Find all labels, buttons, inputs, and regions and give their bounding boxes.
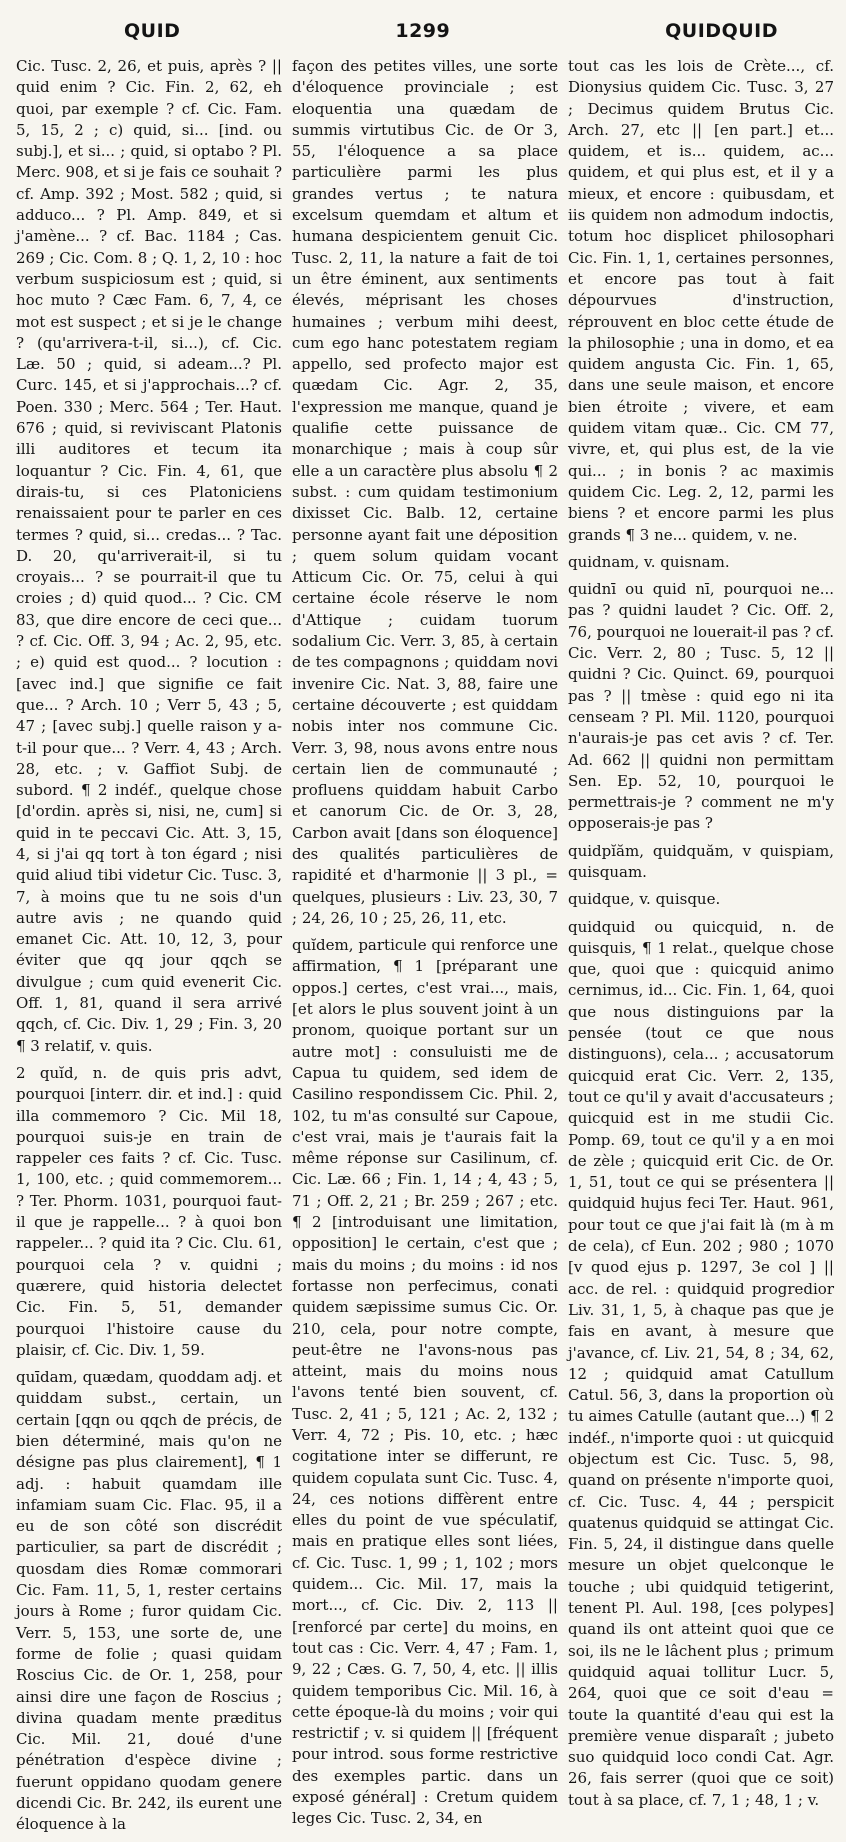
header-right-word: QUIDQUID xyxy=(665,20,778,42)
entry-paragraph: Cic. Tusc. 2, 26, et puis, après ? || quid enim ? Cic. Fin. 2, 62, eh quoi, par exemple ? cf. Cic. Fam. 5, 15, 2 ; c) quid, si... [ind. ou subj.], et si... ; quid, si optabo ? Pl. Merc. 908, et si je fais ce souhait ? cf. Amp. 392 ; Most. 582 ; quid, si adduco... ? Pl. Amp. 849, et si j'amène... ? cf. Bac. 1184 ; Cas. 269 ; Cic. Com. 8 ; Q. 1, 2, 10 : hoc verbum suspiciosum est ; quid, si hoc muto ? Cæc Fam. 6, 7, 4, ce mot est suspect ; et si je le change ? (qu'arrivera-t-il, si...), cf. Cic. Læ. 50 ; quid, si adeam...? Pl. Curc. 145, et si j'approchais...? cf. Poen. 330 ; Merc. 564 ; Ter. Haut. 676 ; quid, si reviviscant Platonis illi auditores et tecum ita loquantur ? Cic. Fin. 4, 61, que dirais-tu, si ces Platoniciens renaissaient pour te parler en ces termes ? quid, si... credas... ? Tac. D. 20, qu'arriverait-il, si tu croyais... ? se pourrait-il que tu croies ; d) quid quod... ? Cic. CM 83, que dire encore de ceci que... ? cf. Cic. Off. 3, 94 ; Ac. 2, 95, etc. ; e) quid est quod... ? locution : [avec ind.] que signifie ce fait que... ? Arch. 10 ; Verr 5, 43 ; 5, 47 ; [avec subj.] quelle raison y a-t-il pour que... ? Verr. 4, 43 ; Arch. 28, etc. ; v. Gaffiot Subj. de subord. ¶ 2 indéf., quelque chose [d'ordin. après si, nisi, ne, cum] si quid in te peccavi Cic. Att. 3, 15, 4, si j'ai qq tort à ton égard ; nisi quid aliud tibi videtur Cic. Tusc. 3, 7, à moins que tu ne sois d'un autre avis ; ne quando quid emanet Cic. Att. 10, 12, 3, pour éviter que qq jour qqch se divulgue ; cum quid evenerit Cic. Off. 1, 81, quand il sera arrivé qqch, cf. Cic. Div. 1, 29 ; Fin. 3, 20 ¶ 3 relatif, v. quis. xyxy=(16,57,282,1055)
page-header xyxy=(16,14,836,48)
entry-paragraph: quīdam, quædam, quoddam adj. et quiddam subst., certain, un certain [qqn ou qqch de précis, de bien déterminé, mais qu'on ne désigne pas plus clairement], ¶ 1 adj. : habuit quamdam ille infamiam suam Cic. Flac. 95, il a eu de son côté son discrédit particulier, sa part de discrédit ; quosdam dies Romæ commorari Cic. Fam. 11, 5, 1, rester certains jours à Rome ; furor quidam Cic. Verr. 5, 153, une sorte de, une forme de folie ; quasi quidam Roscius Cic. de Or. 1, 258, pour ainsi dire une façon de Roscius ; divina quadam mente præditus Cic. Mil. 21, doué d'une pénétration d'espèce divine ; fuerunt oppidano quodam genere dicendi Cic. Br. 242, ils eurent une éloquence à la xyxy=(16,1368,282,1834)
entry-paragraph: 2 quĭd, n. de quis pris advt, pourquoi [interr. dir. et ind.] : quid illa commemoro ? Cic. Mil 18, pourquoi suis-je en train de rappeler ces faits ? cf. Cic. Tusc. 1, 100, etc. ; quid commemorem... ? Ter. Phorm. 1031, pourquoi faut-il que je rappelle... ? à quoi bon rappeler... ? quid ita ? Cic. Clu. 61, pourquoi cela ? v. quidni ; quærere, quid historia delectet Cic. Fin. 5, 51, demander pourquoi l'histoire cause du plaisir, cf. Cic. Div. 1, 59. xyxy=(16,1063,282,1359)
column-2 xyxy=(292,56,558,1842)
column-1 xyxy=(16,56,282,1842)
entry-paragraph: tout cas les lois de Crète..., cf. Dionysius quidem Cic. Tusc. 3, 27 ; Decimus quidem Brutus Cic. Arch. 27, etc || [en part.] et... quidem, et is... quidem, ac... quidem, et qui plus est, et il y a mieux, et encore : quibusdam, et iis quidem non admodum indoctis, totum hoc displicet philosophari Cic. Fin. 1, 1, certaines personnes, et encore pas tout à fait dépourvues d'instruction, réprouvent en bloc cette étude de la philosophie ; una in domo, et ea quidem angusta Cic. Fin. 1, 65, dans une seule maison, et encore bien étroite ; vivere, et eam quidem vitam quæ.. Cic. CM 77, vivre, et, qui plus est, de la vie qui... ; in bonis ? ac maximis quidem Cic. Leg. 2, 12, parmi les biens ? et encore parmi les plus grands ¶ 3 ne... quidem, v. ne. xyxy=(568,57,834,544)
entry-paragraph: quidque, v. quisque. xyxy=(568,890,721,909)
entry-paragraph: quidnī ou quid nī, pourquoi ne... pas ? quidni laudet ? Cic. Off. 2, 76, pourquoi ne louerait-il pas ? cf. Cic. Verr. 2, 80 ; Tusc. 5, 12 || quidni ? Cic. Quinct. 69, pourquoi pas ? || tmèse : quid ego ni ita censeam ? Pl. Mil. 1120, pourquoi n'aurais-je pas cet avis ? cf. Ter. Ad. 662 || quidni non permittam Sen. Ep. 52, 10, pourquoi le permettrais-je ? comment ne m'y opposerais-je pas ? xyxy=(568,580,834,833)
entry-paragraph: quidquid ou quicquid, n. de quisquis, ¶ 1 relat., quelque chose que, quoi que : quicquid animo cernimus, id... Cic. Fin. 1, 64, quoi que nous distinguions par la pensée (tout ce que nous distinguons), cela... ; accusatorum quicquid erat Cic. Verr. 2, 135, tout ce qu'il y avait d'accusateurs ; quicquid est in me studii Cic. Pomp. 69, tout ce qu'il y a en moi de zèle ; quicquid erit Cic. de Or. 1, 51, tout ce qui se présentera || quidquid hujus feci Ter. Haut. 961, pour tout ce que j'ai fait là (m à m de cela), cf Eun. 202 ; 980 ; 1070 [v quod ejus p. 1297, 3e col ] || acc. de rel. : quidquid progredior Liv. 31, 1, 5, à chaque pas que je fais en avant, à mesure que j'avance, cf. Liv. 21, 54, 8 ; 34, 62, 12 ; quidquid amat Catullum Catul. 56, 3, dans la proportion où tu aimes Catulle (autant que...) ¶ 2 indéf., n'importe quoi : ut quicquid objectum est Cic. Tusc. 5, 98, quand on présente n'importe quoi, cf. Cic. Tusc. 4, 44 ; perspicit quatenus quidquid se attingat Cic. Fin. 5, 24, il distingue dans quelle mesure un objet quelconque le touche ; ubi quidquid tetigerint, tenent Pl. Aul. 198, [ces polypes] quand ils ont atteint quoi que ce soi, ils ne le lâchent plus ; primum quidquid aquai tollitur Lucr. 5, 264, quoi que ce soit d'eau = toute la quantité d'eau qui est la première venue disparaît ; jubeto suo quidquid loco condi Cat. Agr. 26, fais serrer (quoi que ce soit) tout à sa place, cf. 7, 1 ; 48, 1 ; v. xyxy=(568,917,834,1809)
header-left-word: QUID xyxy=(124,20,181,42)
column-3 xyxy=(568,56,834,1842)
text-columns xyxy=(16,56,836,1842)
entry-paragraph: quidpĭăm, quidquăm, v quispiam, quisquam. xyxy=(568,841,834,881)
entry-paragraph: façon des petites villes, une sorte d'éloquence provinciale ; est eloquentia una quædam de summis virtutibus Cic. de Or 3, 55, l'éloquence a sa place particulière parmi les plus grandes vertus ; te natura excelsum quemdam et altum et humana despicientem genuit Cic. Tusc. 2, 11, la nature a fait de toi un être éminent, aux sentiments élevés, méprisant les choses humaines ; verbum mihi deest, cum ego hanc potestatem regiam appello, sed profecto major est quædam Cic. Agr. 2, 35, l'expression me manque, quand je qualifie cette puissance de monarchique ; mais à coup sûr elle a un caractère plus absolu ¶ 2 subst. : cum quidam testimonium dixisset Cic. Balb. 12, certaine personne ayant fait une déposition ; quem solum quidam vocant Atticum Cic. Or. 75, celui à qui certaine école réserve le nom d'Attique ; cuidam tuorum sodalium Cic. Verr. 3, 85, à certain de tes compagnons ; quiddam novi invenire Cic. Nat. 3, 88, faire une certaine découverte ; est quiddam nobis inter nos commune Cic. Verr. 3, 98, nous avons entre nous certain lien de communauté ; profluens quiddam habuit Carbo et canorum Cic. de Or. 3, 28, Carbon avait [dans son éloquence] des qualités particulières de rapidité et d'harmonie || 3 pl., = quelques, plusieurs : Liv. 23, 30, 7 ; 24, 26, 10 ; 25, 26, 11, etc. xyxy=(292,57,558,927)
page-number: 1299 xyxy=(395,20,451,42)
entry-paragraph: quidnam, v. quisnam. xyxy=(568,552,730,571)
entry-paragraph: quĭdem, particule qui renforce une affirmation, ¶ 1 [préparant une oppos.] certes, c'est vrai..., mais, [et alors le plus souvent joint à un pronom, quoique portant sur un autre mot] : consuluisti me de Capua tu quidem, sed idem de Casilino respondissem Cic. Phil. 2, 102, tu m'as consulté sur Capoue, c'est vrai, mais je t'aurais fait la même réponse sur Casilinum, cf. Cic. Læ. 66 ; Fin. 1, 14 ; 4, 43 ; 5, 71 ; Off. 2, 21 ; Br. 259 ; 267 ; etc. ¶ 2 [introduisant une limitation, opposition] le certain, c'est que ; mais du moins ; du moins : id nos fortasse non perfecimus, conati quidem sæpissime sumus Cic. Or. 210, cela, pour notre compte, peut-être ne l'avons-nous pas atteint, mais du moins nous l'avons tenté bien souvent, cf. Tusc. 2, 41 ; 5, 121 ; Ac. 2, 132 ; Verr. 4, 72 ; Pis. 10, etc. ; hæc cogitatione inter se differunt, re quidem copulata sunt Cic. Tusc. 4, 24, ces notions diffèrent entre elles du point de vue spéculatif, mais en pratique elles sont liées, cf. Cic. Tusc. 1, 99 ; 1, 102 ; mors quidem... Cic. Mil. 17, mais la mort..., cf. Cic. Div. 2, 113 || [renforcé par certe] du moins, en tout cas : Cic. Verr. 4, 47 ; Fam. 1, 9, 22 ; Cæs. G. 7, 50, 4, etc. || illis quidem temporibus Cic. Mil. 16, à cette époque-là du moins ; voir qui restrictif ; v. si quidem || [fréquent pour introd. sous forme restrictive des exemples partic. dans un exposé général] : Cretum quidem leges Cic. Tusc. 2, 34, en xyxy=(292,936,558,1828)
